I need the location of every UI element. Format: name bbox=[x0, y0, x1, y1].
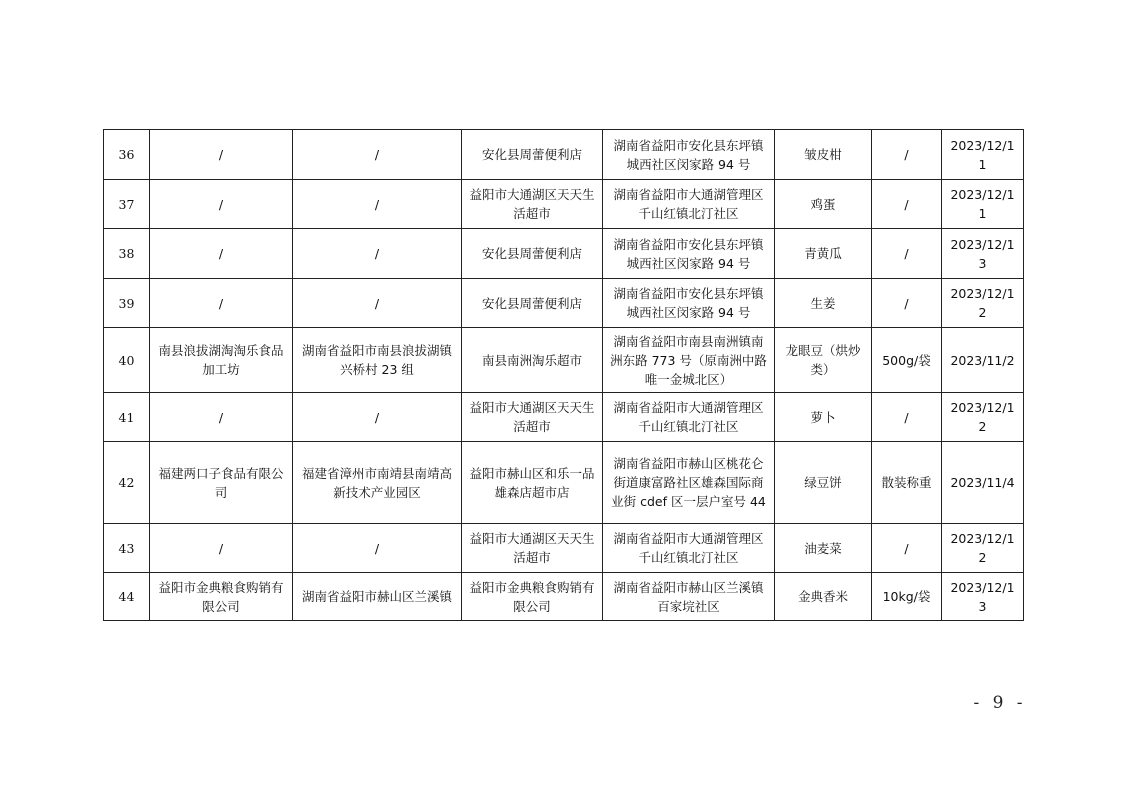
producer-cell: / bbox=[150, 229, 293, 279]
spec-cell: / bbox=[872, 279, 942, 328]
producer-cell: / bbox=[150, 130, 293, 180]
product-cell: 龙眼豆（烘炒类） bbox=[775, 328, 872, 393]
row-number-cell: 39 bbox=[104, 279, 150, 328]
row-number-cell: 36 bbox=[104, 130, 150, 180]
seller-address-cell: 湖南省益阳市安化县东坪镇城西社区闵家路 94 号 bbox=[603, 279, 775, 328]
producer-address-cell: 湖南省益阳市南县浪拔湖镇兴桥村 23 组 bbox=[293, 328, 462, 393]
seller-address-cell: 湖南省益阳市南县南洲镇南洲东路 773 号（原南洲中路唯一金城北区） bbox=[603, 328, 775, 393]
date-cell: 2023/11/2 bbox=[942, 328, 1024, 393]
producer-address-cell: / bbox=[293, 130, 462, 180]
seller-cell: 安化县周蕾便利店 bbox=[462, 130, 603, 180]
row-number-cell: 44 bbox=[104, 573, 150, 621]
product-cell: 鸡蛋 bbox=[775, 180, 872, 229]
producer-cell: / bbox=[150, 393, 293, 442]
spec-cell: / bbox=[872, 524, 942, 573]
seller-cell: 益阳市金典粮食购销有限公司 bbox=[462, 573, 603, 621]
producer-address-cell: / bbox=[293, 229, 462, 279]
date-cell: 2023/12/12 bbox=[942, 393, 1024, 442]
row-number-cell: 41 bbox=[104, 393, 150, 442]
product-cell: 皱皮柑 bbox=[775, 130, 872, 180]
producer-cell: 益阳市金典粮食购销有限公司 bbox=[150, 573, 293, 621]
table-row bbox=[104, 393, 1024, 442]
producer-cell: 福建两口子食品有限公司 bbox=[150, 442, 293, 524]
row-number-cell: 40 bbox=[104, 328, 150, 393]
row-number-cell: 42 bbox=[104, 442, 150, 524]
seller-address-cell: 湖南省益阳市安化县东坪镇城西社区闵家路 94 号 bbox=[603, 130, 775, 180]
table-row bbox=[104, 229, 1024, 279]
producer-cell: / bbox=[150, 279, 293, 328]
date-cell: 2023/12/12 bbox=[942, 524, 1024, 573]
table-row bbox=[104, 328, 1024, 393]
spec-cell: / bbox=[872, 130, 942, 180]
producer-address-cell: / bbox=[293, 393, 462, 442]
table-row bbox=[104, 130, 1024, 180]
product-cell: 生姜 bbox=[775, 279, 872, 328]
spec-cell: / bbox=[872, 180, 942, 229]
seller-address-cell: 湖南省益阳市赫山区桃花仑街道康富路社区雄森国际商业街 cdef 区一层户室号 44 bbox=[603, 442, 775, 524]
row-number-cell: 43 bbox=[104, 524, 150, 573]
table-row bbox=[104, 573, 1024, 621]
spec-cell: 10kg/袋 bbox=[872, 573, 942, 621]
spec-cell: 散装称重 bbox=[872, 442, 942, 524]
product-cell: 萝卜 bbox=[775, 393, 872, 442]
table-row bbox=[104, 524, 1024, 573]
page-number: - 9 - bbox=[973, 693, 1027, 713]
spec-cell: / bbox=[872, 393, 942, 442]
seller-cell: 安化县周蕾便利店 bbox=[462, 279, 603, 328]
product-cell: 金典香米 bbox=[775, 573, 872, 621]
sampling-record-table bbox=[103, 129, 1024, 621]
table-row bbox=[104, 279, 1024, 328]
seller-address-cell: 湖南省益阳市大通湖管理区千山红镇北汀社区 bbox=[603, 393, 775, 442]
spec-cell: 500g/袋 bbox=[872, 328, 942, 393]
date-cell: 2023/12/11 bbox=[942, 130, 1024, 180]
date-cell: 2023/12/13 bbox=[942, 229, 1024, 279]
producer-address-cell: 湖南省益阳市赫山区兰溪镇 bbox=[293, 573, 462, 621]
seller-address-cell: 湖南省益阳市大通湖管理区千山红镇北汀社区 bbox=[603, 180, 775, 229]
producer-address-cell: / bbox=[293, 524, 462, 573]
product-cell: 绿豆饼 bbox=[775, 442, 872, 524]
seller-address-cell: 湖南省益阳市大通湖管理区千山红镇北汀社区 bbox=[603, 524, 775, 573]
date-cell: 2023/12/11 bbox=[942, 180, 1024, 229]
product-cell: 青黄瓜 bbox=[775, 229, 872, 279]
producer-address-cell: 福建省漳州市南靖县南靖高新技术产业园区 bbox=[293, 442, 462, 524]
seller-cell: 益阳市大通湖区天天生活超市 bbox=[462, 524, 603, 573]
producer-cell: / bbox=[150, 180, 293, 229]
seller-address-cell: 湖南省益阳市赫山区兰溪镇百家垸社区 bbox=[603, 573, 775, 621]
row-number-cell: 37 bbox=[104, 180, 150, 229]
seller-cell: 益阳市赫山区和乐一品雄森店超市店 bbox=[462, 442, 603, 524]
spec-cell: / bbox=[872, 229, 942, 279]
seller-address-cell: 湖南省益阳市安化县东坪镇城西社区闵家路 94 号 bbox=[603, 229, 775, 279]
seller-cell: 益阳市大通湖区天天生活超市 bbox=[462, 393, 603, 442]
table-row bbox=[104, 180, 1024, 229]
seller-cell: 益阳市大通湖区天天生活超市 bbox=[462, 180, 603, 229]
product-cell: 油麦菜 bbox=[775, 524, 872, 573]
row-number-cell: 38 bbox=[104, 229, 150, 279]
producer-address-cell: / bbox=[293, 279, 462, 328]
table-row bbox=[104, 442, 1024, 524]
producer-cell: 南县浪拔湖淘淘乐食品加工坊 bbox=[150, 328, 293, 393]
producer-cell: / bbox=[150, 524, 293, 573]
producer-address-cell: / bbox=[293, 180, 462, 229]
seller-cell: 安化县周蕾便利店 bbox=[462, 229, 603, 279]
date-cell: 2023/12/13 bbox=[942, 573, 1024, 621]
seller-cell: 南县南洲淘乐超市 bbox=[462, 328, 603, 393]
date-cell: 2023/11/4 bbox=[942, 442, 1024, 524]
date-cell: 2023/12/12 bbox=[942, 279, 1024, 328]
